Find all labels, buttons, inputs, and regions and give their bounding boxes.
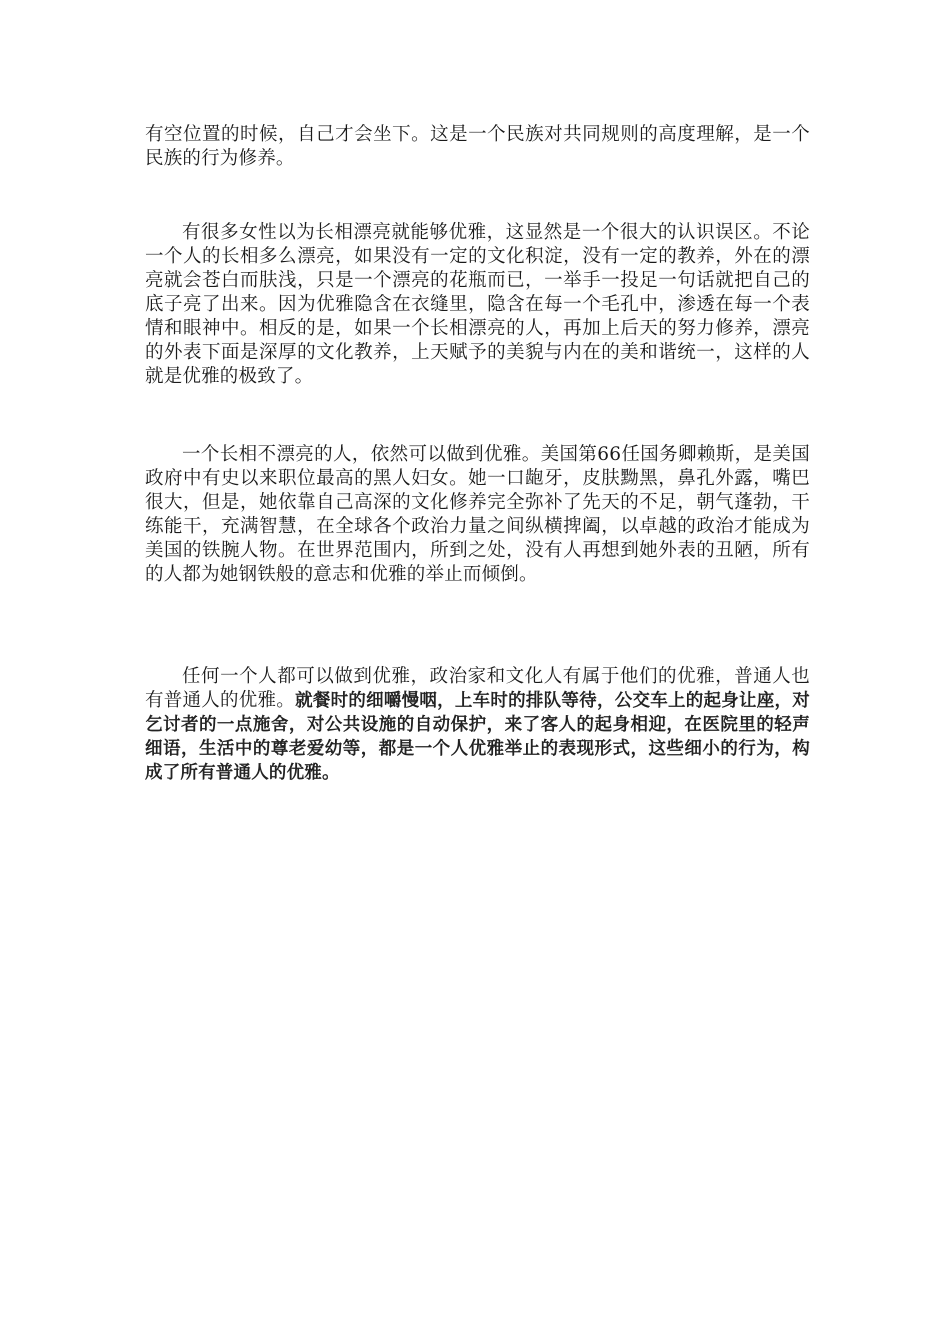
paragraph-4-normal-text: 任何一个人都可以做到优雅，政治家和文化人有属于他们的优雅，普通人也有普通人的优雅。: [145, 666, 810, 711]
paragraph-4: [145, 665, 810, 785]
paragraph-4-bold-text: 就餐时的细嚼慢咽，上车时的排队等待，公交车上的起身让座，对乞讨者的一点施舍，对公共设施的自动保护，来了客人的起身相迎，在医院里的轻声细语，生活中的尊老爱幼等，都是一个人优雅举止的表现形式，这些细小的行为，构成了所有普通人的优雅。: [145, 691, 810, 783]
paragraph-2: 有很多女性以为长相漂亮就能够优雅，这显然是一个很大的认识误区。不论一个人的长相多么漂亮，如果没有一定的文化积淀，没有一定的教养，外在的漂亮就会苍白而肤浅，只是一个漂亮的花瓶而已，一举手一投足一句话就把自己的底子亮了出来。因为优雅隐含在衣缝里，隐含在每一个毛孔中，渗透在每一个表情和眼神中。相反的是，如果一个长相漂亮的人，再加上后天的努力修养，漂亮的外表下面是深厚的文化教养，上天赋予的美貌与内在的美和谐统一，这样的人就是优雅的极致了。: [145, 222, 810, 387]
paragraph-3: 一个长相不漂亮的人，依然可以做到优雅。美国第66任国务卿赖斯，是美国政府中有史以来职位最高的黑人妇女。她一口龅牙，皮肤黝黑，鼻孔外露，嘴巴很大，但是，她依靠自己高深的文化修养完全弥补了先天的不足，朝气蓬勃，干练能干，充满智慧，在全球各个政治力量之间纵横捭阖，以卓越的政治才能成为美国的铁腕人物。在世界范围内，所到之处，没有人再想到她外表的丑陋，所有的人都为她钢铁般的意志和优雅的举止而倾倒。: [145, 444, 810, 585]
paragraph-1: 有空位置的时候，自己才会坐下。这是一个民族对共同规则的高度理解，是一个民族的行为修养。: [145, 124, 810, 169]
